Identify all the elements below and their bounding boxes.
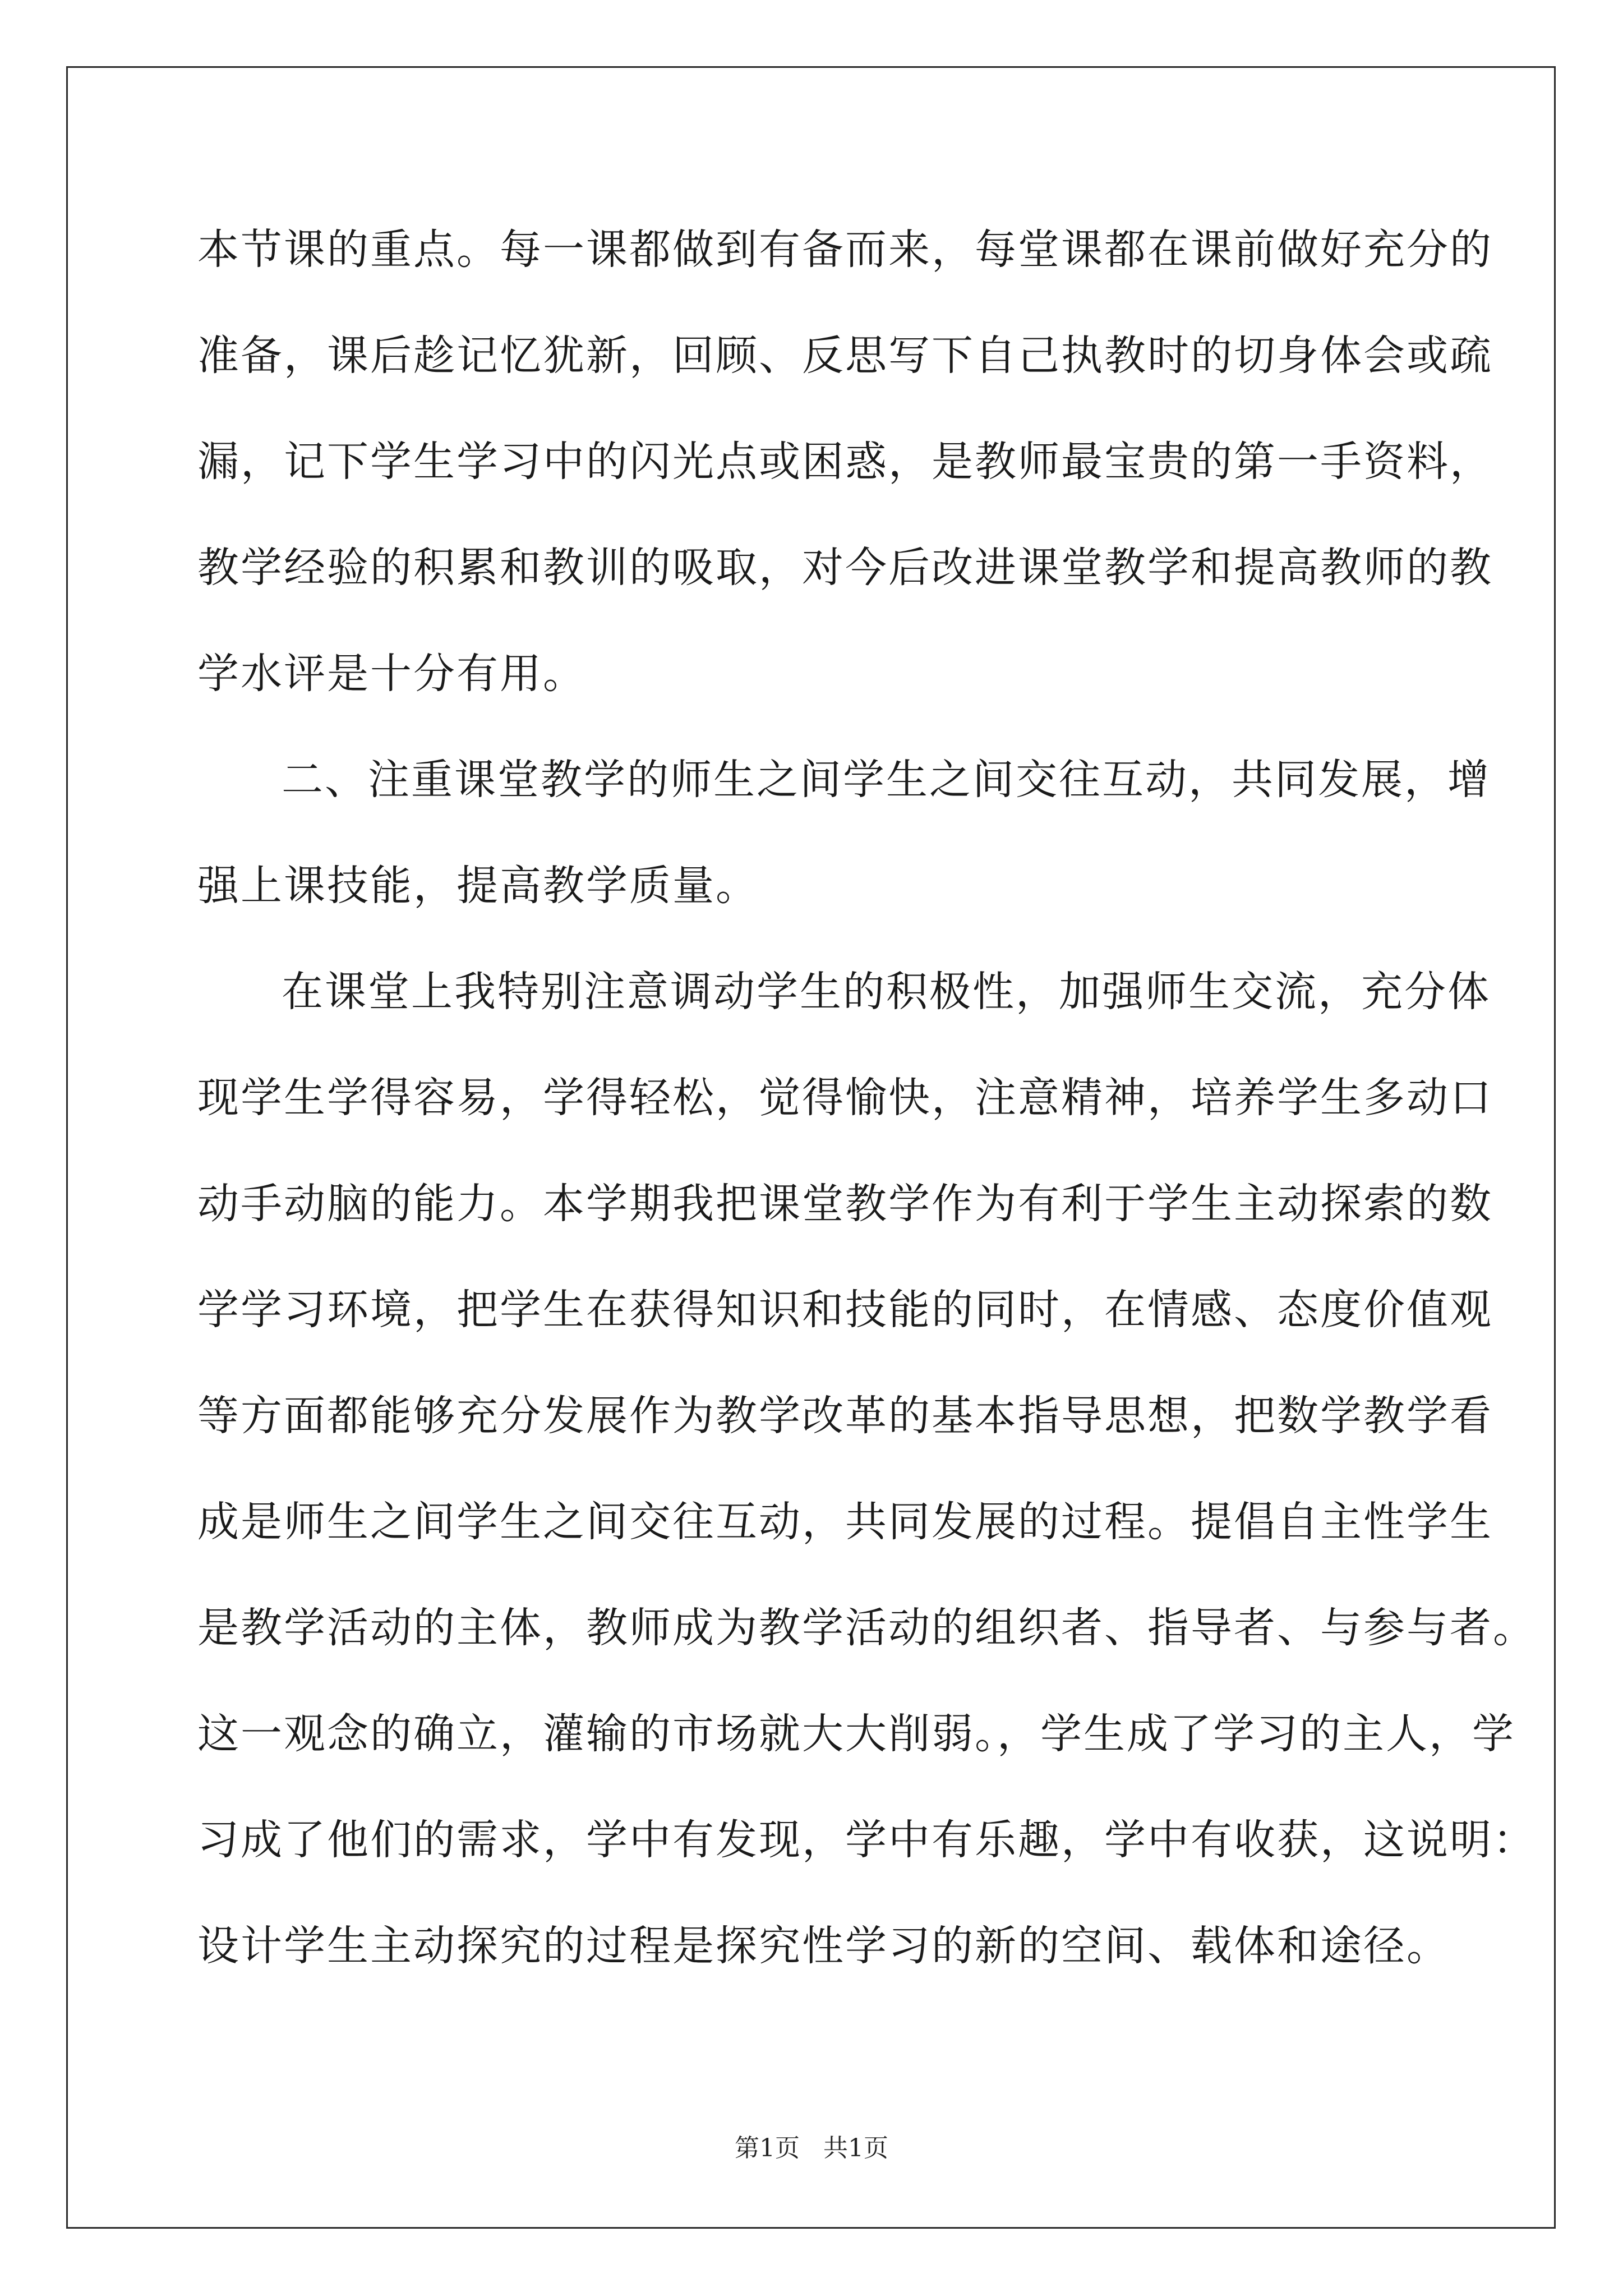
text-line: 学学习环境，把学生在获得知识和技能的同时，在情感、态度价值观 (197, 1286, 1493, 1334)
text-line: 是教学活动的主体，教师成为教学活动的组织者、指导者、与参与者。 (197, 1604, 1536, 1652)
text-line: 这一观念的确立，灌输的市场就大大削弱。，学生成了学习的主人，学 (197, 1710, 1515, 1758)
text-line: 准备，课后趁记忆犹新，回顾、反思写下自己执教时的切身体会或疏 (197, 332, 1493, 380)
text-line: 强上课技能，提高教学质量。 (197, 862, 759, 910)
page-number: 第1页 (735, 2134, 800, 2162)
text-line: 等方面都能够充分发展作为教学改革的基本指导思想，把数学教学看 (197, 1392, 1493, 1440)
text-line: 动手动脑的能力。本学期我把课堂教学作为有利于学生主动探索的数 (197, 1180, 1493, 1228)
text-line: 漏，记下学生学习中的闪光点或困惑，是教师最宝贵的第一手资料， (197, 438, 1493, 486)
text-line: 学水评是十分有用。 (197, 650, 586, 698)
text-line: 本节课的重点。每一课都做到有备而来，每堂课都在课前做好充分的 (197, 226, 1493, 274)
text-line: 现学生学得容易，学得轻松，觉得愉快，注意精神，培养学生多动口 (197, 1074, 1493, 1122)
text-line: 在课堂上我特别注意调动学生的积极性，加强师生交流，充分体 (282, 968, 1491, 1016)
text-line: 教学经验的积累和教训的吸取，对今后改进课堂教学和提高教师的教 (197, 544, 1493, 592)
text-line: 成是师生之间学生之间交往互动，共同发展的过程。提倡自主性学生 (197, 1498, 1493, 1546)
page-footer (0, 2132, 1623, 2165)
text-line: 设计学生主动探究的过程是探究性学习的新的空间、载体和途径。 (197, 1922, 1450, 1970)
text-line: 二、注重课堂教学的师生之间学生之间交往互动，共同发展，增 (282, 756, 1491, 804)
page-total: 共1页 (823, 2134, 888, 2162)
body-text (197, 216, 1536, 2018)
text-line: 习成了他们的需求，学中有发现，学中有乐趣，学中有收获，这说明： (197, 1816, 1536, 1864)
